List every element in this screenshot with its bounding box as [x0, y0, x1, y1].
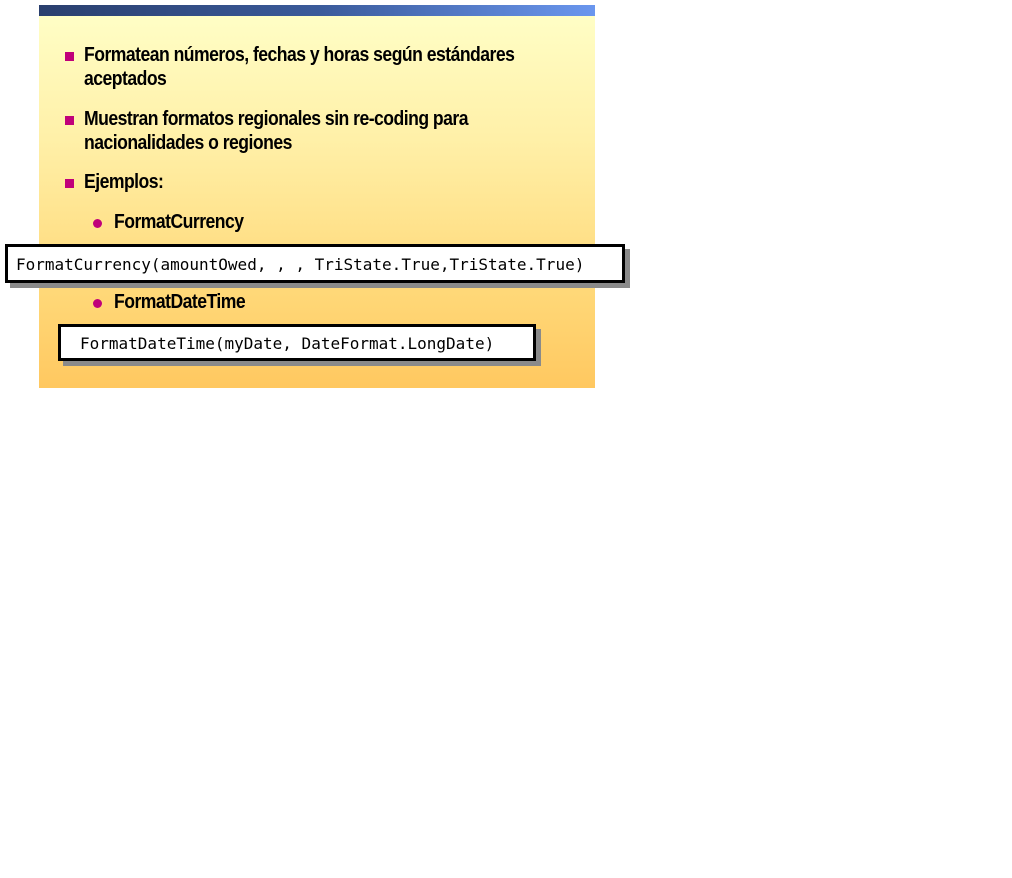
code-example-box — [58, 324, 536, 361]
bullet-text-line: aceptados — [84, 68, 167, 90]
bullet-item — [84, 170, 163, 194]
bullet-text-line: Ejemplos: — [84, 171, 164, 193]
code-example-text: FormatDateTime(myDate, DateFormat.LongDate) — [80, 334, 495, 353]
title-bar — [39, 5, 595, 16]
bullet-text-line: Formatean números, fechas y horas según estándares — [84, 44, 515, 66]
bullet-text-line: Muestran formatos regionales sin re-coding para — [84, 108, 468, 130]
dot-bullet-icon — [93, 299, 102, 308]
sub-bullet-text: FormatDateTime — [114, 291, 246, 313]
square-bullet-icon — [65, 116, 74, 125]
sub-bullet-item — [114, 290, 245, 314]
sub-bullet-item — [114, 210, 244, 234]
bullet-item — [84, 43, 514, 91]
square-bullet-icon — [65, 179, 74, 188]
code-example-text: FormatCurrency(amountOwed, , , TriState.True,TriState.True) — [16, 255, 585, 274]
bullet-item — [84, 107, 468, 155]
dot-bullet-icon — [93, 219, 102, 228]
square-bullet-icon — [65, 52, 74, 61]
code-example-box — [5, 244, 625, 283]
sub-bullet-text: FormatCurrency — [114, 211, 244, 233]
bullet-text-line: nacionalidades o regiones — [84, 132, 292, 154]
